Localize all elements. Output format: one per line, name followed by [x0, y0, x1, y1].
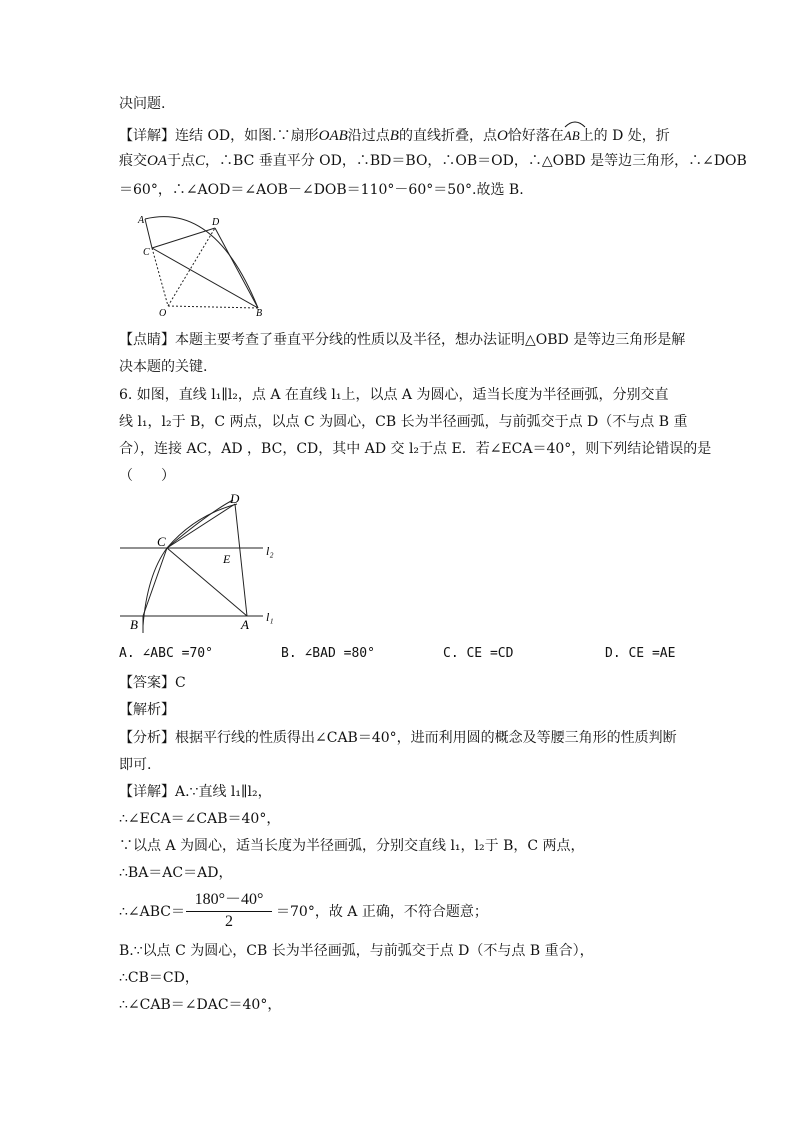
- arc-symbol-icon: [564, 120, 586, 128]
- text-segment: 的直线折叠，点: [398, 128, 497, 144]
- math-var: OAB: [318, 128, 348, 144]
- text-line: ∴∠ECA＝∠CAB＝40°，: [119, 811, 281, 827]
- point-label: C: [143, 247, 150, 258]
- text-line: ∴CB＝CD，: [119, 970, 199, 986]
- text-line: 决本题的关键.: [119, 359, 208, 375]
- text-line: ∴BA＝AC＝AD，: [119, 865, 233, 881]
- text-line: ∵以点 A 为圆心，适当长度为半径画弧，分别交直线 l₁，l₂于 B，C 两点，: [119, 838, 585, 854]
- text-line: 线 l₁，l₂于 B，C 两点，以点 C 为圆心，CB 长为半径画弧，与前弧交于点 D（不与点 B 重: [119, 414, 688, 430]
- figure-parallel-lines: [115, 490, 285, 640]
- math-var: B: [389, 128, 399, 144]
- fraction-denominator: 2: [225, 913, 233, 930]
- point-label: E: [223, 552, 231, 566]
- text-segment: 恰好落在: [507, 128, 564, 144]
- fraction: [186, 886, 272, 931]
- text-line: 【分析】根据平行线的性质得出∠CAB＝40°，进而利用圆的概念及等腰三角形的性质判断: [119, 730, 677, 746]
- arc-notation: [564, 122, 580, 146]
- point-label: D: [230, 491, 240, 506]
- text-segment: 痕交: [119, 153, 147, 169]
- text-line: [119, 151, 747, 171]
- fraction-numerator: 180°－40°: [186, 886, 272, 912]
- text-segment: 上的 D 处，折: [579, 128, 670, 144]
- option-a[interactable]: A. ∠ABC =70°: [119, 646, 213, 661]
- math-var: OA: [147, 153, 167, 169]
- text-segment: 【详解】连结 OD，如图.∵扇形: [119, 128, 319, 144]
- point-label: A: [138, 215, 145, 226]
- text-line: 决问题.: [119, 96, 166, 112]
- option-d[interactable]: D. CE =AE: [605, 646, 676, 661]
- point-label: B: [256, 308, 263, 319]
- figure-sector: [135, 208, 270, 320]
- text-line: ∴∠ABC＝: [119, 904, 186, 920]
- point-label: O: [159, 308, 167, 319]
- option-c[interactable]: C. CE =CD: [443, 646, 514, 661]
- math-var: O: [496, 128, 508, 144]
- arc-name: AB: [563, 128, 580, 143]
- point-label: B: [130, 617, 138, 632]
- text-line: ∴∠CAB＝∠DAC＝40°，: [119, 997, 282, 1013]
- text-line: 即可.: [119, 757, 152, 773]
- text-line: [119, 122, 670, 146]
- point-label: C: [157, 534, 166, 549]
- text-segment: ，∴BC 垂直平分 OD，∴BD＝BO，∴OB＝OD，∴△OBD 是等边三角形，∴∠DOB: [205, 153, 747, 169]
- text-line: 合），连接 AC，AD ，BC，CD，其中 AD 交 l₂于点 E．若∠ECA＝40°，则下列结论错误的是: [119, 441, 712, 457]
- text-line: B.∵以点 C 为圆心，CB 长为半径画弧，与前弧交于点 D（不与点 B 重合），: [119, 943, 594, 959]
- option-b[interactable]: B. ∠BAD =80°: [281, 646, 375, 661]
- text-line: 6. 如图，直线 l₁∥l₂，点 A 在直线 l₁上，以点 A 为圆心，适当长度为半径画弧，分别交直: [119, 387, 669, 403]
- text-line: 【详解】A.∵直线 l₁∥l₂，: [119, 784, 272, 800]
- text-line: ＝70°，故 A 正确，不符合题意；: [276, 904, 488, 920]
- answer-line: 【答案】C: [119, 675, 186, 691]
- point-label: D: [212, 217, 220, 228]
- text-line: ＝60°，∴∠AOD＝∠AOB－∠DOB＝110°－60°＝50°.故选 B.: [119, 182, 524, 198]
- text-line: （ ）: [119, 468, 175, 484]
- text-segment: 于点: [167, 153, 195, 169]
- text-segment: 沿过点: [347, 128, 390, 144]
- text-line: 【点睛】本题主要考查了垂直平分线的性质以及半径，想办法证明△OBD 是等边三角形是解: [119, 332, 686, 348]
- line-label: l₂: [266, 544, 274, 558]
- point-label: A: [241, 617, 249, 632]
- line-label: l₁: [266, 610, 274, 624]
- analysis-heading: 【解析】: [119, 702, 175, 718]
- math-var: C: [195, 153, 206, 169]
